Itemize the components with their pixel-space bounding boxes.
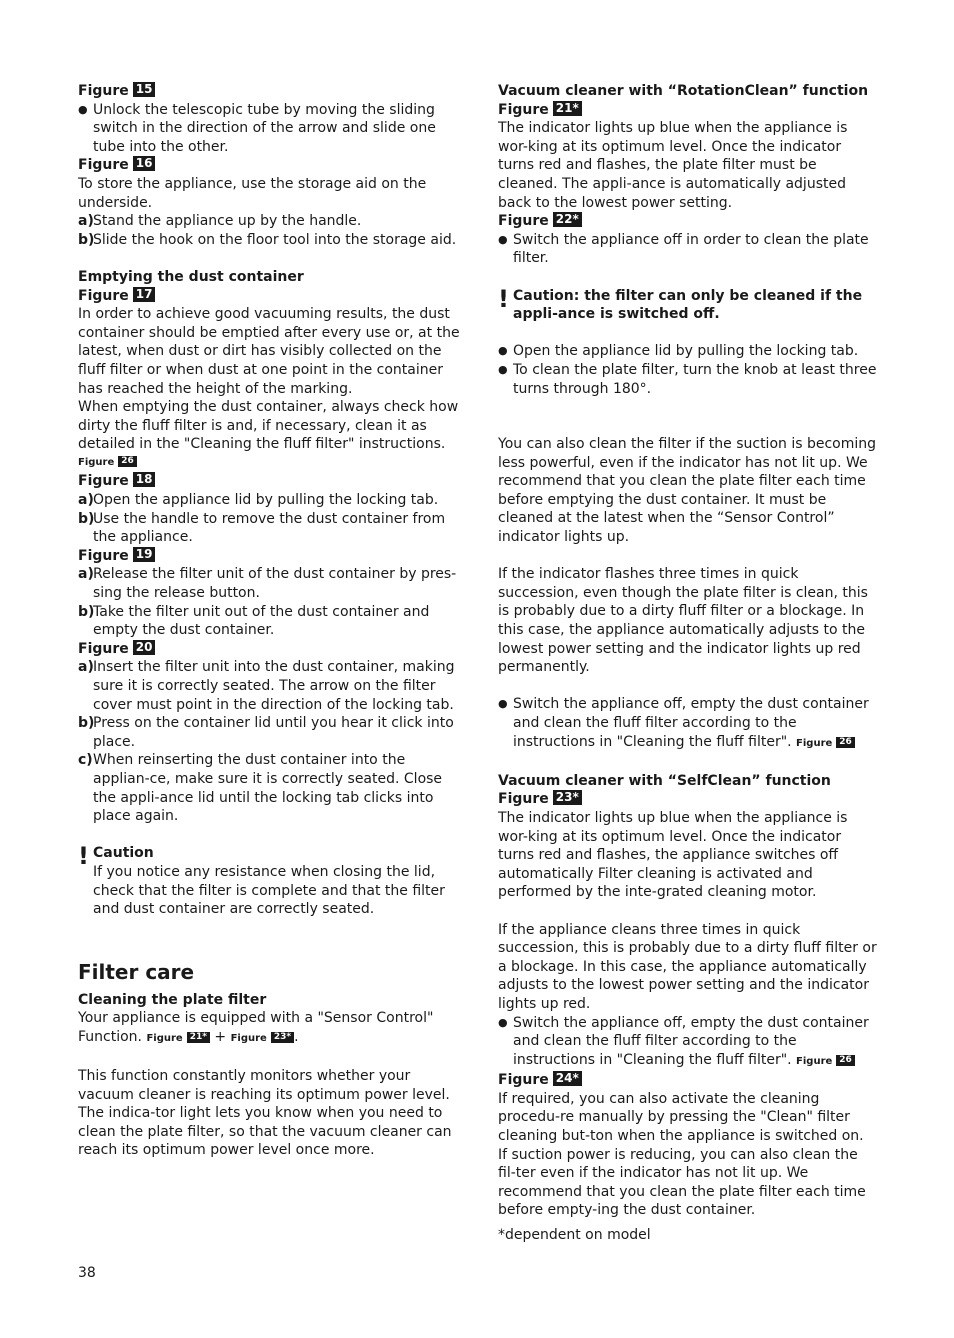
- paragraph: Your appliance is equipped with a "Sensor Control" Function. Figure 21* + Figure 23* .: [78, 1010, 434, 1045]
- paragraph: If required, you can also activate the cleaning procedu-re manually by pressing the "Clean" filter cleaning but-ton when the appliance is switched on.: [498, 1090, 864, 1145]
- figure-23-label: Figure 23*: [498, 790, 878, 809]
- paragraph: If suction power is reducing, you can also clean the fil-ter even if the indicator has not lit up. We recommend that you clean the plate filter each time before empty-ing the dust container.: [498, 1146, 866, 1219]
- figure-number-badge: 21*: [553, 101, 582, 116]
- figure-19-label: Figure 19: [78, 547, 460, 566]
- caution-block: [498, 284, 878, 324]
- step-item: b) Use the handle to remove the dust container from the appliance.: [78, 510, 446, 546]
- step-item: a) Stand the appliance up by the handle.: [78, 213, 362, 230]
- caution-text: If you notice any resistance when closing the lid, check that the filter is complete and that the filter and dust container are correctly seated.: [93, 863, 445, 918]
- figure-ref: Figure 26: [796, 738, 855, 749]
- filter-care-title: Filter care: [78, 959, 195, 984]
- figure-number-badge: 24*: [553, 1071, 582, 1086]
- bullet-item: ● Unlock the telescopic tube by moving the sliding switch in the direction of the arrow and slide one tube into the other.: [78, 101, 460, 157]
- step-item: c) When reinserting the dust container into the applian-ce, make sure it is correctly seated. Close the appli-ance lid until the locking tab clicks into place again.: [78, 752, 443, 825]
- caution-title: Caution: [93, 845, 154, 862]
- bullet-item: ● Open the appliance lid by pulling the locking tab.: [498, 342, 878, 361]
- paragraph: If the indicator flashes three times in quick succession, even though the plate filter is clean, this is probably due to a dirty fluff filter or a blockage. In this case, the appliance automatically adjusts to the lowest power setting and the indicator lights up red permanently.: [498, 566, 868, 676]
- section-heading: Emptying the dust container: [78, 268, 304, 285]
- figure-21-label: Figure 21*: [498, 101, 878, 120]
- paragraph: In order to achieve good vacuuming results, the dust container should be emptied after every use or, at the latest, when dust or dirt has visibly collected on the fluff filter or when dust at one point in the container has reached the height of the marking.: [78, 306, 460, 397]
- paragraph: If the appliance cleans three times in quick succession, this is probably due to a dirty fluff filter or a blockage. In this case, the appliance automatically adjusts to the lowest power setting and the indicator lights up red.: [498, 921, 877, 1012]
- figure-18-label: Figure 18: [78, 472, 460, 491]
- step-item: b) Press on the container lid until you hear it click into place.: [78, 715, 454, 750]
- figure-number-badge: 17: [133, 287, 156, 302]
- step-item: a) Open the appliance lid by pulling the locking tab.: [78, 492, 439, 509]
- figure-20-label: Figure 20: [78, 640, 460, 659]
- warning-exclamation-icon: !: [498, 284, 509, 313]
- caution-text: Caution: the filter can only be cleaned if the appli-ance is switched off.: [513, 287, 863, 323]
- figure-24-label: Figure 24*: [498, 1071, 878, 1090]
- page-number: 38: [78, 1265, 96, 1281]
- figure-number-badge: 20: [133, 640, 156, 655]
- bullet-item: ● Switch the appliance off in order to clean the plate filter.: [498, 231, 878, 268]
- paragraph: When emptying the dust container, always check how dirty the fluff filter is and, if necessary, clean it as detailed in the "Cleaning the fluff filter" instructions.: [78, 399, 459, 453]
- caution-block: [78, 844, 460, 918]
- paragraph: This function constantly monitors whether your vacuum cleaner is reaching its optimum power level. The indica-tor light lets you know when you need to clean the plate filter, so that the vacuum cleaner can reach its optimum power level once more.: [78, 1068, 452, 1159]
- step-item: a) Release the filter unit of the dust container by pres-sing the release button.: [78, 566, 457, 602]
- bullet-item: ● To clean the plate filter, turn the knob at least three turns through 180°.: [498, 361, 878, 398]
- step-item: b) Slide the hook on the floor tool into the storage aid.: [78, 231, 457, 248]
- figure-22-label: Figure 22*: [498, 212, 878, 231]
- paragraph: To store the appliance, use the storage aid on the underside.: [78, 175, 427, 211]
- figure-number-badge: 23*: [553, 790, 582, 805]
- figure-16-label: Figure 16: [78, 156, 460, 175]
- figure-15-label: Figure 15: [78, 82, 460, 101]
- section-heading: Cleaning the plate filter: [78, 991, 267, 1008]
- section-heading: Vacuum cleaner with “RotationClean” function: [498, 83, 869, 99]
- figure-17-label: Figure 17: [78, 287, 460, 306]
- figure-ref: Figure 26: [78, 454, 460, 473]
- bullet-item: ● Switch the appliance off, empty the dust container and clean the fluff filter according to the instructions in "Cleaning the fluff filter". Figure 26: [498, 1014, 878, 1072]
- figure-ref: Figure 23*: [231, 1033, 294, 1044]
- section-heading: Vacuum cleaner with “SelfClean” function: [498, 772, 831, 789]
- footnote: *dependent on model: [498, 1227, 651, 1244]
- figure-number-badge: 19: [133, 547, 156, 562]
- figure-number-badge: 18: [133, 472, 156, 487]
- step-item: b) Take the filter unit out of the dust container and empty the dust container.: [78, 603, 430, 639]
- bullet-item: ● Switch the appliance off, empty the dust container and clean the fluff filter according to the instructions in "Cleaning the fluff filter". Figure 26: [498, 695, 878, 753]
- figure-number-badge: 15: [133, 82, 156, 97]
- paragraph: You can also clean the filter if the suction is becoming less powerful, even if the indicator has not lit up. We recommend that you clean the plate filter each time before emptying the dust container. It must be cleaned at the latest when the “Sensor Control” indicator lights up.: [498, 436, 877, 546]
- paragraph: The indicator lights up blue when the appliance is wor-king at its optimum level. Once the indicator turns red and flashes, the plate filter must be cleaned. The appli-ance is automatically adjusted back to the lowest power setting.: [498, 120, 848, 211]
- figure-ref: Figure 26: [796, 1056, 855, 1067]
- figure-number-badge: 16: [133, 156, 156, 171]
- figure-ref: Figure 21*: [146, 1033, 209, 1044]
- paragraph: The indicator lights up blue when the appliance is wor-king at its optimum level. Once the indicator turns red and flashes, the appliance switches off automatically Filter cleaning is activated and performed by the inte-grated cleaning motor.: [498, 809, 848, 901]
- figure-number-badge: 22*: [553, 212, 582, 227]
- left-column: [78, 82, 460, 1160]
- right-column: [498, 82, 878, 1245]
- warning-exclamation-icon: !: [78, 842, 89, 871]
- step-item: a) Insert the filter unit into the dust container, making sure it is correctly seated. The arrow on the filter cover must point in the direction of the locking tab.: [78, 659, 455, 713]
